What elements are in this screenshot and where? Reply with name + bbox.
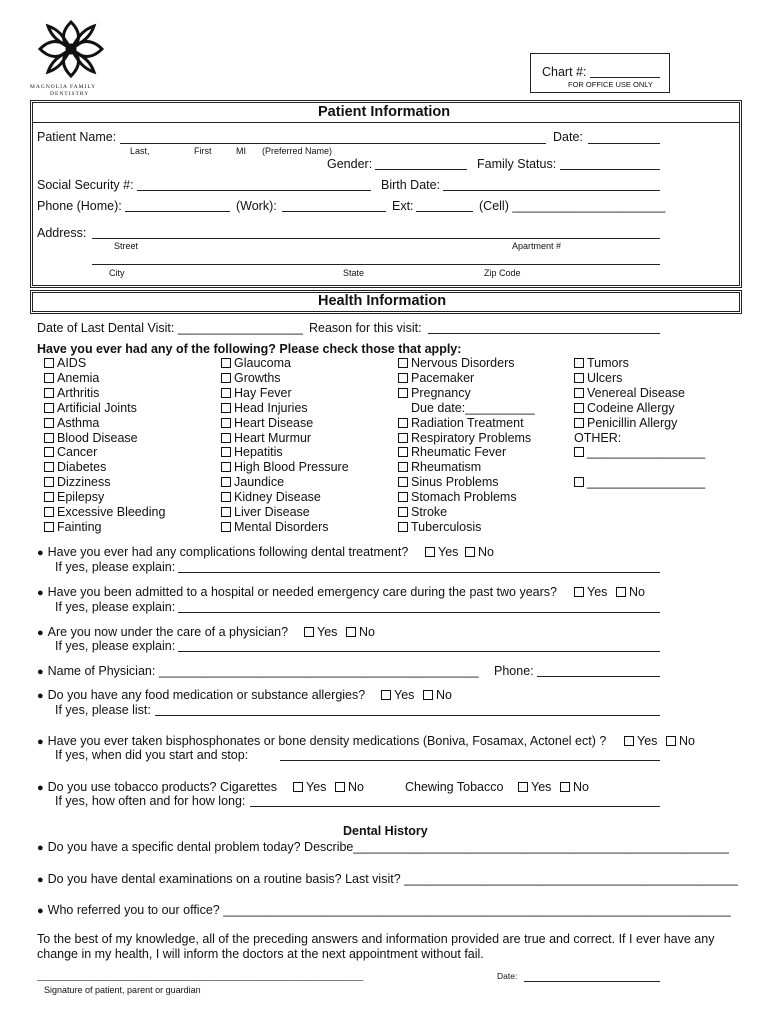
condition-checkbox-heart-murmur[interactable]: [221, 431, 311, 445]
condition-label: Mental Disorders: [234, 519, 329, 534]
family-status-label: Family Status:: [477, 157, 557, 171]
q7-sub-field[interactable]: [250, 806, 660, 807]
phone-home-label: Phone (Home):: [37, 199, 122, 213]
q1-yes[interactable]: [425, 545, 458, 559]
chart-number-field[interactable]: [590, 77, 660, 78]
condition-label: Penicillin Allergy: [587, 415, 678, 430]
checkbox-icon: [398, 358, 408, 368]
checkbox-icon: [381, 690, 391, 700]
logo: [30, 18, 106, 100]
sub-preferred: (Preferred Name): [262, 146, 333, 156]
condition-checkbox-fainting[interactable]: [44, 520, 101, 534]
condition-label: Ulcers: [587, 370, 623, 385]
address-label: Address:: [37, 226, 87, 240]
condition-label: Artificial Joints: [57, 400, 137, 415]
q3-text: Are you now under the care of a physician?: [47, 625, 289, 639]
q2-no[interactable]: [616, 585, 645, 599]
checkbox-icon: [44, 477, 54, 487]
birth-date-label: Birth Date:: [381, 178, 441, 192]
condition-label: AIDS: [57, 356, 87, 370]
condition-label: Pregnancy: [411, 385, 471, 400]
checkbox-icon: [398, 418, 408, 428]
sub-last: Last,: [130, 146, 150, 156]
checkbox-icon: [574, 477, 584, 487]
dh-q3-row: ● Who referred you to our office? _________________________________________________________________________: [37, 903, 731, 917]
condition-checkbox-arthritis[interactable]: [44, 386, 99, 400]
checkbox-icon: [44, 492, 54, 502]
condition-label: Codeine Allergy: [587, 400, 675, 415]
condition-checkbox-liver-disease[interactable]: [221, 505, 310, 519]
condition-checkbox-excessive-bleeding[interactable]: [44, 505, 165, 519]
checkbox-icon: [398, 492, 408, 502]
checkbox-icon: [398, 507, 408, 517]
checkbox-icon: [574, 418, 584, 428]
condition-checkbox-penicillin-allergy[interactable]: [574, 416, 677, 430]
checkbox-icon: [44, 373, 54, 383]
q6-yes[interactable]: [624, 734, 657, 748]
condition-checkbox-glaucoma[interactable]: [221, 356, 291, 370]
apartment-caption: Apartment #: [512, 241, 562, 251]
sub-first: First: [194, 146, 212, 156]
signature-date-label: Date:: [497, 971, 518, 981]
dh-q1-row: ● Do you have a specific dental problem today? Describe______________________________________________________: [37, 840, 729, 854]
checkbox-icon: [44, 388, 54, 398]
health-info-title: Health Information: [318, 293, 447, 309]
phone-home-field[interactable]: [125, 211, 230, 212]
condition-checkbox-artificial-joints[interactable]: [44, 401, 137, 415]
condition-label: Growths: [234, 370, 281, 385]
condition-checkbox-respiratory-problems[interactable]: [398, 431, 531, 445]
condition-checkbox-rheumatism[interactable]: [398, 460, 481, 474]
no-label: No: [359, 625, 375, 639]
yes-label: Yes: [637, 734, 658, 748]
condition-label: Liver Disease: [234, 505, 310, 519]
condition-label: Anemia: [57, 370, 100, 385]
checkbox-icon: [518, 782, 528, 792]
ext-field[interactable]: [416, 211, 473, 212]
q3-explain-field[interactable]: [178, 651, 660, 652]
physician-field[interactable]: Name of Physician: ______________________________________________: [47, 664, 479, 678]
checkbox-icon: [560, 782, 570, 792]
condition-label: Arthritis: [57, 385, 100, 400]
gender-label: Gender:: [327, 157, 373, 171]
condition-label: Stroke: [411, 505, 448, 519]
condition-checkbox-diabetes[interactable]: [44, 460, 106, 474]
q2-yes[interactable]: [574, 585, 607, 599]
checkbox-icon: [221, 418, 231, 428]
q5-row: ● Do you have any food medication or substance allergies?: [37, 688, 366, 702]
q1-text: Have you ever had any complications following dental treatment?: [47, 545, 409, 559]
checkbox-icon: [221, 433, 231, 443]
q7-row: ● Do you use tobacco products? Cigarettes: [37, 780, 277, 794]
condition-checkbox-aids[interactable]: [44, 356, 86, 370]
patient-info-title: Patient Information: [318, 104, 451, 120]
consent-statement: To the best of my knowledge, all of the preceding answers and information provided are true and correct. If I ever have any change in my health, I will inform the doctors at the next appointment without fail.: [37, 932, 715, 961]
q6-sub-label: If yes, when did you start and stop:: [55, 748, 249, 762]
q6-no[interactable]: [666, 734, 695, 748]
checkbox-icon: [398, 433, 408, 443]
chewing-label: Chewing Tobacco: [405, 780, 504, 794]
condition-checkbox-pregnancy[interactable]: [398, 386, 471, 400]
condition-label: Sinus Problems: [411, 475, 499, 490]
condition-label: Pacemaker: [411, 370, 475, 385]
yes-label: Yes: [306, 780, 327, 794]
signature-date-field[interactable]: [524, 981, 660, 982]
condition-label: Heart Murmur: [234, 430, 312, 445]
condition-checkbox-blood-disease[interactable]: [44, 431, 138, 445]
q3-yes[interactable]: [304, 625, 337, 639]
condition-checkbox-epilepsy[interactable]: [44, 490, 104, 504]
q1-no[interactable]: [465, 545, 494, 559]
checkbox-icon: [44, 418, 54, 428]
zip-caption: Zip Code: [484, 268, 521, 278]
checkbox-icon: [398, 462, 408, 472]
condition-checkbox-asthma[interactable]: [44, 416, 99, 430]
physician-phone-field[interactable]: [537, 676, 660, 677]
no-label: No: [629, 585, 645, 599]
magnolia-flower-icon: [36, 18, 106, 80]
yes-label: Yes: [394, 688, 415, 702]
checkbox-icon: [221, 492, 231, 502]
q5-no[interactable]: [423, 688, 452, 702]
condition-checkbox-hay-fever[interactable]: [221, 386, 292, 400]
dental-history-title: Dental History: [343, 824, 428, 838]
condition-label: Tumors: [587, 356, 629, 370]
checkbox-icon: [423, 690, 433, 700]
other-condition-field-1[interactable]: [574, 445, 705, 459]
patient-name-label: Patient Name:: [37, 130, 117, 144]
checkbox-icon: [616, 587, 626, 597]
patient-info-box: [30, 100, 742, 288]
condition-checkbox-rheumatic-fever[interactable]: [398, 445, 506, 459]
no-label: No: [348, 780, 364, 794]
pregnancy-due-date-field[interactable]: Due date:__________: [411, 400, 535, 415]
q6-row: ● Have you ever taken bisphosphonates or bone density medications (Boniva, Fosamax, Actonel ect) ?: [37, 734, 607, 748]
checklist-prompt: Have you ever had any of the following? Please check those that apply:: [37, 342, 462, 356]
condition-label: Dizziness: [57, 475, 111, 490]
q5-yes[interactable]: [381, 688, 414, 702]
q1-row: ● Have you ever had any complications following dental treatment?: [37, 545, 409, 559]
condition-checkbox-jaundice[interactable]: [221, 475, 284, 489]
logo-line2: DENTISTRY: [50, 91, 90, 97]
condition-checkbox-stroke[interactable]: [398, 505, 447, 519]
state-caption: State: [343, 268, 365, 278]
q3-explain-label: If yes, please explain:: [55, 639, 176, 653]
condition-checkbox-head-injuries[interactable]: [221, 401, 308, 415]
q7-chew-yes[interactable]: [518, 780, 551, 794]
checkbox-icon: [398, 388, 408, 398]
no-label: No: [679, 734, 695, 748]
physician-phone-label: Phone:: [494, 664, 534, 678]
checkbox-icon: [574, 403, 584, 413]
signature-field[interactable]: _____________________________________________________________________: [37, 971, 364, 981]
q5-list-label: If yes, please list:: [55, 703, 151, 717]
condition-checkbox-heart-disease[interactable]: [221, 416, 313, 430]
condition-label: Rheumatic Fever: [411, 445, 507, 460]
condition-label: Radiation Treatment: [411, 415, 524, 430]
patient-name-field[interactable]: [120, 143, 546, 144]
condition-label: Glaucoma: [234, 356, 291, 370]
yes-label: Yes: [317, 625, 338, 639]
condition-checkbox-nervous-disorders[interactable]: [398, 356, 515, 370]
q7-chew-no[interactable]: [560, 780, 589, 794]
checkbox-icon: [221, 373, 231, 383]
condition-checkbox-sinus-problems[interactable]: [398, 475, 499, 489]
condition-label: Asthma: [57, 415, 100, 430]
reason-label: Reason for this visit:: [309, 321, 422, 335]
checkbox-icon: [44, 358, 54, 368]
checkbox-icon: [44, 462, 54, 472]
condition-label: Fainting: [57, 519, 102, 534]
condition-checkbox-ulcers[interactable]: [574, 371, 622, 385]
condition-label: Blood Disease: [57, 430, 138, 445]
q1-explain-label: If yes, please explain:: [55, 560, 176, 574]
work-label: (Work):: [236, 199, 277, 213]
patient-info-title-rule: [33, 122, 739, 123]
yes-label: Yes: [531, 780, 552, 794]
condition-label: Rheumatism: [411, 460, 482, 475]
address-street-field[interactable]: [92, 238, 660, 239]
condition-checkbox-cancer[interactable]: [44, 445, 97, 459]
ssn-label: Social Security #:: [37, 178, 134, 192]
address-city-field[interactable]: [92, 264, 660, 265]
checkbox-icon: [465, 547, 475, 557]
condition-label: Venereal Disease: [587, 385, 685, 400]
checkbox-icon: [221, 388, 231, 398]
condition-checkbox-growths[interactable]: [221, 371, 281, 385]
q2-explain-field[interactable]: [178, 612, 660, 613]
condition-label: Heart Disease: [234, 415, 314, 430]
last-visit-field[interactable]: Date of Last Dental Visit: __________________: [37, 321, 303, 335]
condition-checkbox-codeine-allergy[interactable]: [574, 401, 675, 415]
condition-label: Head Injuries: [234, 400, 308, 415]
q1-explain-field[interactable]: [178, 572, 660, 573]
checkbox-icon: [44, 433, 54, 443]
condition-checkbox-dizziness[interactable]: [44, 475, 111, 489]
checkbox-icon: [574, 373, 584, 383]
sub-mi: MI: [236, 146, 246, 156]
checkbox-icon: [398, 447, 408, 457]
condition-label: Kidney Disease: [234, 490, 321, 505]
checkbox-icon: [398, 373, 408, 383]
yes-label: Yes: [438, 545, 459, 559]
ext-label: Ext:: [392, 199, 414, 213]
checkbox-icon: [44, 522, 54, 532]
checkbox-icon: [293, 782, 303, 792]
chart-label: Chart #:: [542, 65, 587, 79]
condition-label: Diabetes: [57, 460, 107, 475]
checkbox-icon: [425, 547, 435, 557]
condition-label: Tuberculosis: [411, 519, 482, 534]
signature-caption: Signature of patient, parent or guardian: [44, 985, 201, 995]
checkbox-icon: [221, 358, 231, 368]
checkbox-icon: [221, 462, 231, 472]
condition-checkbox-hepatitis[interactable]: [221, 445, 283, 459]
condition-label: Stomach Problems: [411, 490, 517, 505]
reason-field[interactable]: [428, 333, 660, 334]
q6-text: Have you ever taken bisphosphonates or bone density medications (Boniva, Fosamax, Actonel ect) ?: [47, 734, 607, 748]
checkbox-icon: [398, 477, 408, 487]
date-label: Date:: [553, 130, 583, 144]
condition-checkbox-mental-disorders[interactable]: [221, 520, 328, 534]
condition-checkbox-radiation-treatment[interactable]: [398, 416, 524, 430]
dh-q2-field[interactable]: Do you have dental examinations on a routine basis? Last visit? ________________________________________________: [47, 872, 738, 886]
q7-cig-no[interactable]: [335, 780, 364, 794]
q6-sub-field[interactable]: [280, 760, 660, 761]
condition-label: Hepatitis: [234, 445, 283, 460]
q5-text: Do you have any food medication or substance allergies?: [47, 688, 366, 702]
q3-row: ● Are you now under the care of a physician?: [37, 625, 289, 639]
checkbox-icon: [574, 358, 584, 368]
condition-label: Jaundice: [234, 475, 285, 490]
gender-field[interactable]: [375, 169, 467, 170]
condition-label: Cancer: [57, 445, 98, 460]
date-field[interactable]: [588, 143, 660, 144]
condition-label: Hay Fever: [234, 385, 292, 400]
city-caption: City: [109, 268, 125, 278]
dh-q2-row: ● Do you have dental examinations on a routine basis? Last visit? ________________________________________________: [37, 872, 738, 886]
no-label: No: [573, 780, 589, 794]
q2-explain-label: If yes, please explain:: [55, 600, 176, 614]
q2-text: Have you been admitted to a hospital or needed emergency care during the past two years?: [47, 585, 557, 599]
birth-date-field[interactable]: [443, 190, 660, 191]
checkbox-icon: [335, 782, 345, 792]
condition-label: Epilepsy: [57, 490, 105, 505]
condition-checkbox-tuberculosis[interactable]: [398, 520, 481, 534]
work-field[interactable]: [282, 211, 386, 212]
cell-field[interactable]: (Cell) ______________________: [479, 199, 666, 213]
q5-list-field[interactable]: [155, 715, 660, 716]
other-blank: _________________: [587, 475, 706, 490]
condition-checkbox-anemia[interactable]: [44, 371, 99, 385]
checkbox-icon: [666, 736, 676, 746]
condition-checkbox-kidney-disease[interactable]: [221, 490, 321, 504]
checkbox-icon: [574, 447, 584, 457]
checkbox-icon: [44, 507, 54, 517]
q2-row: ● Have you been admitted to a hospital or needed emergency care during the past two years?: [37, 585, 557, 599]
other-label: OTHER:: [574, 430, 622, 445]
condition-label: High Blood Pressure: [234, 460, 349, 475]
checkbox-icon: [44, 447, 54, 457]
q7-text: Do you use tobacco products? Cigarettes: [47, 780, 277, 794]
checkbox-icon: [221, 477, 231, 487]
checkbox-icon: [44, 403, 54, 413]
checkbox-icon: [574, 587, 584, 597]
no-label: No: [436, 688, 452, 702]
other-condition-field-2[interactable]: [574, 475, 705, 489]
condition-checkbox-pacemaker[interactable]: [398, 371, 474, 385]
checkbox-icon: [221, 522, 231, 532]
dh-q1-field[interactable]: Do you have a specific dental problem today? Describe______________________________________________________: [47, 840, 729, 854]
checkbox-icon: [304, 627, 314, 637]
condition-label: Respiratory Problems: [411, 430, 532, 445]
other-blank: _________________: [587, 445, 706, 460]
checkbox-icon: [221, 507, 231, 517]
checkbox-icon: [574, 388, 584, 398]
condition-checkbox-high-blood-pressure[interactable]: [221, 460, 349, 474]
dh-q3-field[interactable]: Who referred you to our office? _________________________________________________________________________: [47, 903, 731, 917]
family-status-field[interactable]: [560, 169, 660, 170]
q4-row: ● Name of Physician: ______________________________________________: [37, 664, 479, 678]
condition-label: Nervous Disorders: [411, 356, 515, 370]
condition-checkbox-tumors[interactable]: [574, 356, 629, 370]
yes-label: Yes: [587, 585, 608, 599]
office-use-note: FOR OFFICE USE ONLY: [568, 80, 653, 89]
condition-checkbox-stomach-problems[interactable]: [398, 490, 517, 504]
condition-checkbox-venereal-disease[interactable]: [574, 386, 685, 400]
q7-cig-yes[interactable]: [293, 780, 326, 794]
checkbox-icon: [221, 403, 231, 413]
condition-label: Excessive Bleeding: [57, 505, 166, 519]
logo-line1: MAGNOLIA FAMILY: [30, 84, 97, 90]
ssn-field[interactable]: [137, 190, 371, 191]
q7-sub-label: If yes, how often and for how long:: [55, 794, 246, 808]
no-label: No: [478, 545, 494, 559]
q3-no[interactable]: [346, 625, 375, 639]
checkbox-icon: [398, 522, 408, 532]
checkbox-icon: [624, 736, 634, 746]
street-caption: Street: [114, 241, 139, 251]
checkbox-icon: [346, 627, 356, 637]
checkbox-icon: [221, 447, 231, 457]
